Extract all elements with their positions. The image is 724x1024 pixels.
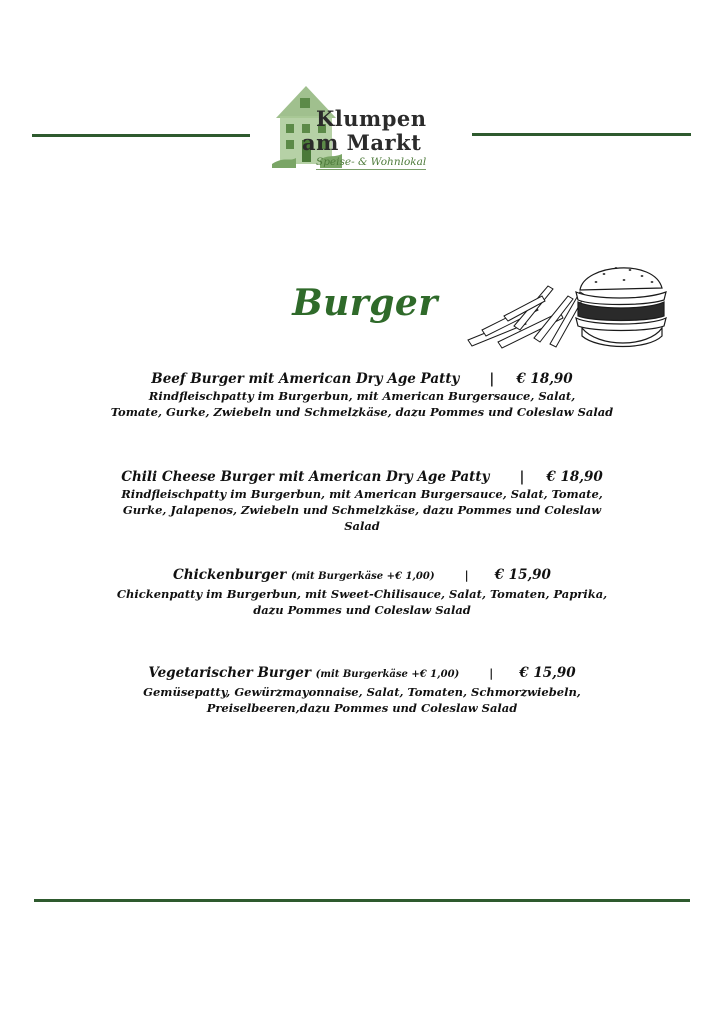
menu-item-description-line-1: Rindfleischpatty im Burgerbun, mit American Burgersauce, Salat, Tomate,: [121, 487, 603, 501]
menu-item-description-line-2: Gurke, Jalapenos, Zwiebeln und Schmelzkäse, dazu Pommes und Coleslaw Salad: [122, 503, 602, 533]
menu-item-beef-burger: [110, 370, 614, 420]
price-separator: |: [464, 569, 469, 582]
menu-item-description-line-1: Chickenpatty im Burgerbun, mit Sweet-Chilisauce, Salat, Tomaten, Paprika,: [116, 587, 608, 601]
price-separator: |: [489, 667, 494, 680]
menu-item-chickenburger: [110, 566, 614, 618]
menu-item-price: € 15,90: [519, 665, 576, 681]
menu-item-note: (mit Burgerkäse +€ 1,00): [315, 669, 460, 680]
menu-item-header: [110, 566, 614, 586]
menu-item-description-line-1: Gemüsepatty, Gewürzmayonnaise, Salat, Tomaten, Schmorzwiebeln,: [143, 685, 581, 699]
menu-item-description-line-1: Rindfleischpatty im Burgerbun, mit American Burgersauce, Salat,: [148, 389, 576, 403]
menu-item-description-line-2: Preiselbeeren,dazu Pommes und Coleslaw Salad: [206, 701, 518, 715]
top-right-divider: [472, 133, 691, 136]
menu-item-description-line-2: Tomate, Gurke, Zwiebeln und Schmelzkäse, dazu Pommes und Coleslaw Salad: [110, 405, 614, 419]
menu-item-name: Chickenburger: [173, 567, 287, 583]
menu-item-price: € 15,90: [494, 567, 551, 583]
section-title: Burger: [292, 282, 438, 324]
bottom-divider: [34, 899, 690, 902]
menu-item-header: [110, 664, 614, 684]
menu-item-description-line-2: dazu Pommes und Coleslaw Salad: [253, 603, 471, 617]
logo-subtitle: Speise- & Wohnlokal: [316, 156, 427, 168]
menu-item-chili-cheese-burger: [110, 468, 614, 534]
menu-item-header: [110, 370, 614, 388]
logo-name-line-2: am Markt: [302, 130, 422, 155]
menu-item-name: Vegetarischer Burger: [148, 665, 311, 681]
price-separator: |: [519, 469, 525, 485]
menu-item-name: Chili Cheese Burger mit American Dry Age Patty: [121, 469, 490, 485]
burger-and-fries-illustration-icon: [464, 256, 670, 350]
restaurant-logo: [272, 78, 432, 182]
price-separator: |: [489, 371, 495, 387]
menu-item-price: € 18,90: [516, 371, 573, 387]
menu-item-name: Beef Burger mit American Dry Age Patty: [151, 371, 460, 387]
top-left-divider: [32, 134, 250, 137]
menu-item-price: € 18,90: [546, 469, 603, 485]
logo-name-line-1: Klumpen: [316, 106, 427, 131]
menu-item-note: (mit Burgerkäse +€ 1,00): [290, 571, 435, 582]
menu-item-vegetarian-burger: [110, 664, 614, 716]
menu-item-header: [110, 468, 614, 486]
